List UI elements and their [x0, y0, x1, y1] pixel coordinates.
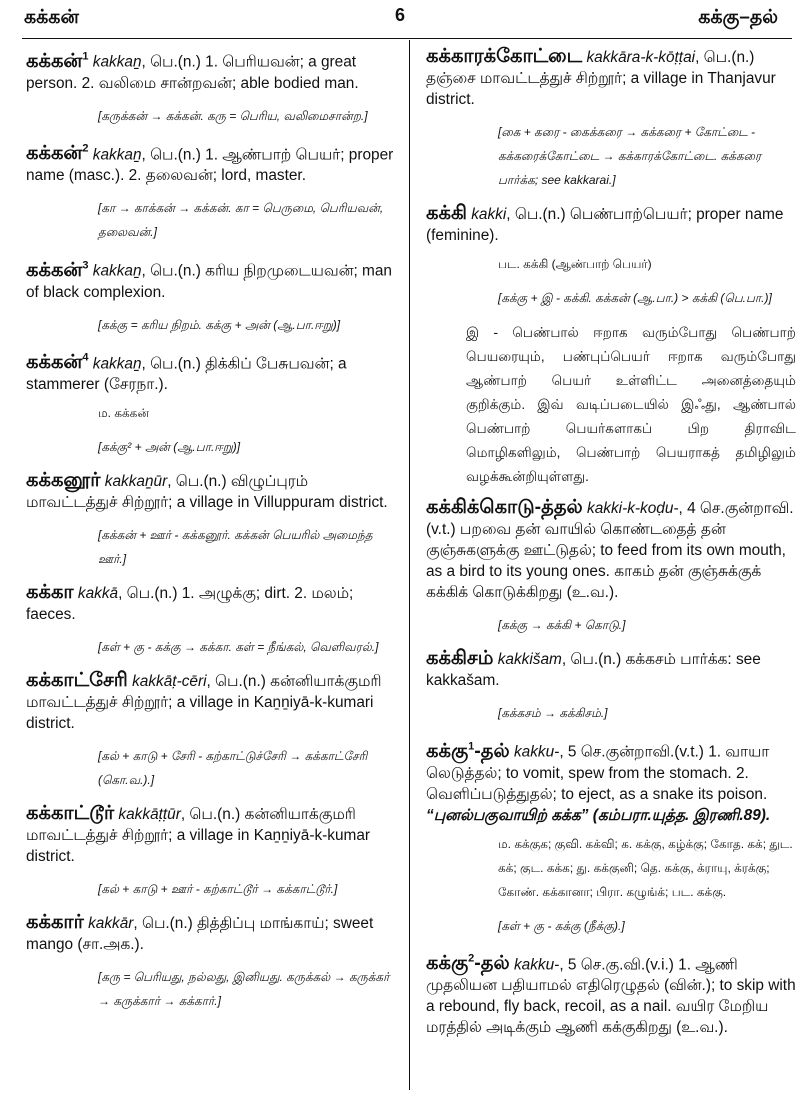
page-number: 6 [394, 5, 405, 25]
entry-headword: கக்கா [26, 581, 74, 603]
etymology: [கள் + கு - கக்கு (நீக்கு).] [498, 918, 625, 933]
transliteration: kakkār [88, 915, 134, 932]
definition: , 4 செ.குன்றாவி. (v.t.) பறவை தன் வாயில் கொண்டதைத் தன் குஞ்சுகளுக்கு ஊட்டுதல்; to feed from its own mouth, as a bird to its young ones. காகம் தன் குஞ்சுக்குக் கக்கிக் கொடுக்கிறது (உ.வ.). [426, 500, 794, 601]
dictionary-entry [26, 912, 402, 955]
definition: , பெ.(n.) 1. ஆண்பாற் பெயர்; proper name (masc.). 2. தலைவன்; lord, master. [26, 146, 394, 184]
dictionary-entry [426, 736, 796, 826]
definition: , பெ.(n.) திக்கிப் பேசுபவன்; a stammerer (சேரநா.). [26, 355, 347, 393]
cognates: ம. கக்கன் [98, 406, 149, 420]
etymology: [கல் + காடு + சேரி - கற்காட்டுச்சேரி → கக்காட்சேரி (கொ.வ.).] [98, 749, 368, 787]
transliteration: kakki [471, 206, 507, 223]
entry-headword: கக்கு$^2$-தல் [426, 952, 510, 974]
dictionary-entry [426, 497, 796, 603]
dictionary-entry [26, 255, 402, 303]
etymology: [கக்கன் + ஊர் - கக்கனூர். கக்கன் பெயரில் அமைந்த ஊர்.] [98, 528, 373, 566]
dictionary-entry [26, 139, 402, 187]
entry-headword: கக்கன்$^4$ [26, 351, 89, 373]
entry-headword: கக்காட்டூர் [26, 802, 115, 824]
definition: , பெ.(n.) விழுப்புரம் மாவட்டத்துச் சிற்றூர்; a village in Villuppuram district. [26, 473, 388, 511]
header-left-guideword: கக்கன் [24, 7, 79, 28]
homonym-number: 2 [82, 142, 89, 155]
definition: , பெ.(n.) பெண்பாற்பெயர்; proper name (feminine). [426, 206, 784, 244]
entry-headword: கக்கிக்கொடு-த்தல் [426, 496, 583, 518]
dictionary-entry [426, 46, 796, 110]
etymology: [கருக்கன் → கக்கன். கரு = பெரிய, வலிமைசான்ற.] [98, 108, 368, 123]
etymology: [கா → காக்கன் → கக்கன். கா = பெருமை, பெரியவன், தலைவன்.] [98, 201, 384, 239]
left-column [26, 46, 402, 1024]
header-rule [22, 38, 792, 39]
transliteration: kakkaṉ [92, 53, 142, 71]
column-divider [409, 40, 410, 1090]
etymology: [கக்கசம் → கக்கிசம்.] [498, 706, 608, 720]
homonym-number: 1 [468, 740, 475, 752]
dictionary-entry [26, 470, 402, 513]
homonym-number: 3 [82, 259, 89, 271]
cognates: ம. கக்குக; குவி. கக்வி; க. கக்கு, கழ்க்கு; கோத. கக்; துட. கக்; குட. கக்க; து. கக்குனி; தெ. கக்கு, க்ராயு, க்ரக்கு; கோண். கக்கானா; பிரா. கழுங்க்; பட. கக்கு. [498, 836, 793, 899]
etymology: [கரு = பெரியது, நல்லது, இனியது. கருக்கல் → கருக்கர் → கருக்கார் → கக்கார்.] [98, 970, 390, 1008]
dictionary-entry [426, 648, 796, 691]
transliteration: kakku- [513, 743, 560, 761]
definition: , பெ.(n.) கன்னியாக்குமரி மாவட்டத்துச் சிற்றூர்; a village in Kaṉṉiyā-k-kumar district. [26, 806, 371, 865]
transliteration: kakkaṉūr [104, 473, 168, 490]
transliteration: kakkāṭṭūr [118, 806, 181, 823]
definition: , 5 செ.குன்றாவி.(v.t.) 1. வாயா லெடுத்தல்; to vomit, spew from the stomach. 2. வெளிப்படுத்துதல்; to eject, as a snake its poison. [426, 743, 770, 803]
dictionary-entry [26, 582, 402, 625]
etymology: [கக்கு → கக்கி + கொடு.] [498, 618, 626, 632]
page-header [0, 0, 800, 46]
entry-headword: கக்கன்$^2$ [26, 142, 89, 164]
entry-headword: கக்கன்$^3$ [26, 258, 89, 281]
entry-headword: கக்கி [426, 202, 467, 224]
usage-example: “புனல்பகுவாயிற் கக்க” (கம்பரா.யுத்த. இரணி.89). [426, 806, 771, 824]
transliteration: kakkaṉ [92, 146, 142, 163]
definition: , 5 செ.கு.வி.(v.i.) 1. ஆணி முதலியன பதியாமல் எதிரெழுதல் (வின்.); to skip with a rebound, fly back, recoil, as a nail. வயிர மேறிய மரத்தில் அடிக்கும் ஆணி கக்குகிறது (உ.வ.). [426, 956, 796, 1036]
definition: , பெ.(n.) 1. பெரியவன்; a great person. 2. வலிமை சான்றவன்; able bodied man. [26, 53, 359, 92]
etymology: [கை + கரை - கைக்கரை → கக்கரை + கோட்டை - கக்கரைக்கோட்டை → கக்காரக்கோட்டை. கக்கரை பார்க்க; see kakkarai.] [498, 125, 762, 187]
transliteration: kakkaṉ [92, 262, 142, 280]
definition: , பெ.(n.) கன்னியாக்குமரி மாவட்டத்துச் சிற்றூர்; a village in Kaṉṉiyā-k-kumari district. [26, 673, 382, 732]
etymology: [கல் + காடு + ஊர் - கற்காட்டூர் → கக்காட்டூர்.] [98, 882, 338, 896]
transliteration: kakkā [77, 585, 119, 602]
dictionary-entry [26, 670, 402, 734]
homonym-number: 2 [468, 952, 475, 965]
headword-suffix: -தல் [474, 952, 510, 974]
homonym-number: 1 [82, 50, 89, 62]
transliteration: kakkaṉ [92, 355, 142, 372]
dictionary-entry [26, 348, 402, 396]
dictionary-entry [426, 949, 796, 1039]
definition: , பெ.(n.) தஞ்சை மாவட்டத்துச் சிற்றூர்; a village in Thanjavur district. [426, 49, 776, 108]
etymology: [கக்கு² + அன் (ஆ.பா.ஈறு)] [98, 440, 241, 454]
entry-headword: கக்காட்சேரி [26, 669, 128, 691]
definition: , பெ.(n.) கக்கசம் பார்க்க: see kakkašam. [426, 651, 761, 689]
entry-headword: கக்காரக்கோட்டை [426, 45, 583, 67]
entry-headword: கக்கு$^1$-தல் [426, 739, 510, 762]
transliteration: kakku- [513, 956, 560, 973]
entry-headword: கக்கார் [26, 911, 84, 933]
transliteration: kakkāṭ-cēri [132, 673, 207, 690]
transliteration: kakkišam [497, 651, 562, 668]
transliteration: kakkāra-k-kōṭṭai [586, 49, 696, 66]
definition: , பெ.(n.) தித்திப்பு மாங்காய்; sweet mango (சா.அக.). [26, 915, 374, 953]
dictionary-entry [26, 803, 402, 867]
definition: , பெ.(n.) 1. அழுக்கு; dirt. 2. மலம்; faeces. [26, 585, 354, 623]
homonym-number: 4 [82, 351, 89, 364]
header-right-guideword: கக்கு–தல் [698, 7, 778, 28]
entry-headword: கக்கிசம் [426, 647, 494, 669]
dictionary-entry [426, 203, 796, 246]
entry-headword: கக்கனூர் [26, 469, 101, 491]
etymology: [கள் + கு - கக்கு → கக்கா. கள் = நீங்கல், வெளிவரல்.] [98, 640, 379, 654]
entry-headword: கக்கன்$^1$ [26, 49, 89, 72]
definition: , பெ.(n.) கரிய நிறமுடையவன்; man of black complexion. [26, 262, 392, 301]
dictionary-entry [26, 46, 402, 94]
explanatory-note: இ - பெண்பால் ஈறாக வரும்போது பெண்பாற் பெயரையும், பண்புப்பெயர் ஈறாக வரும்போது ஆண்பாற் பெயர் உள்ளிட்ட அனைத்தையும் குறிக்கும். இவ் வடிப்படையில் இஃது, ஆண்பால் பெண்பாற் பெயர்களாகப் பிற திராவிட மொழிகளிலும், பெண்பாற் பெயராகத் தமிழிலும் வழக்கூன்றியுள்ளது. [466, 325, 796, 484]
cognates: பட. கக்கி (ஆண்பாற் பெயர்) [498, 257, 652, 271]
etymology: [கக்கு + இ - கக்கி. கக்கன் (ஆ.பா.) > கக்கி (பெ.பா.)] [498, 291, 772, 305]
right-column [426, 46, 796, 1042]
etymology: [கக்கு = கரிய நிறம். கக்கு + அன் (ஆ.பா.ஈறு)] [98, 317, 341, 332]
headword-suffix: -தல் [474, 739, 510, 762]
transliteration: kakki-k-koḍu- [587, 500, 679, 517]
